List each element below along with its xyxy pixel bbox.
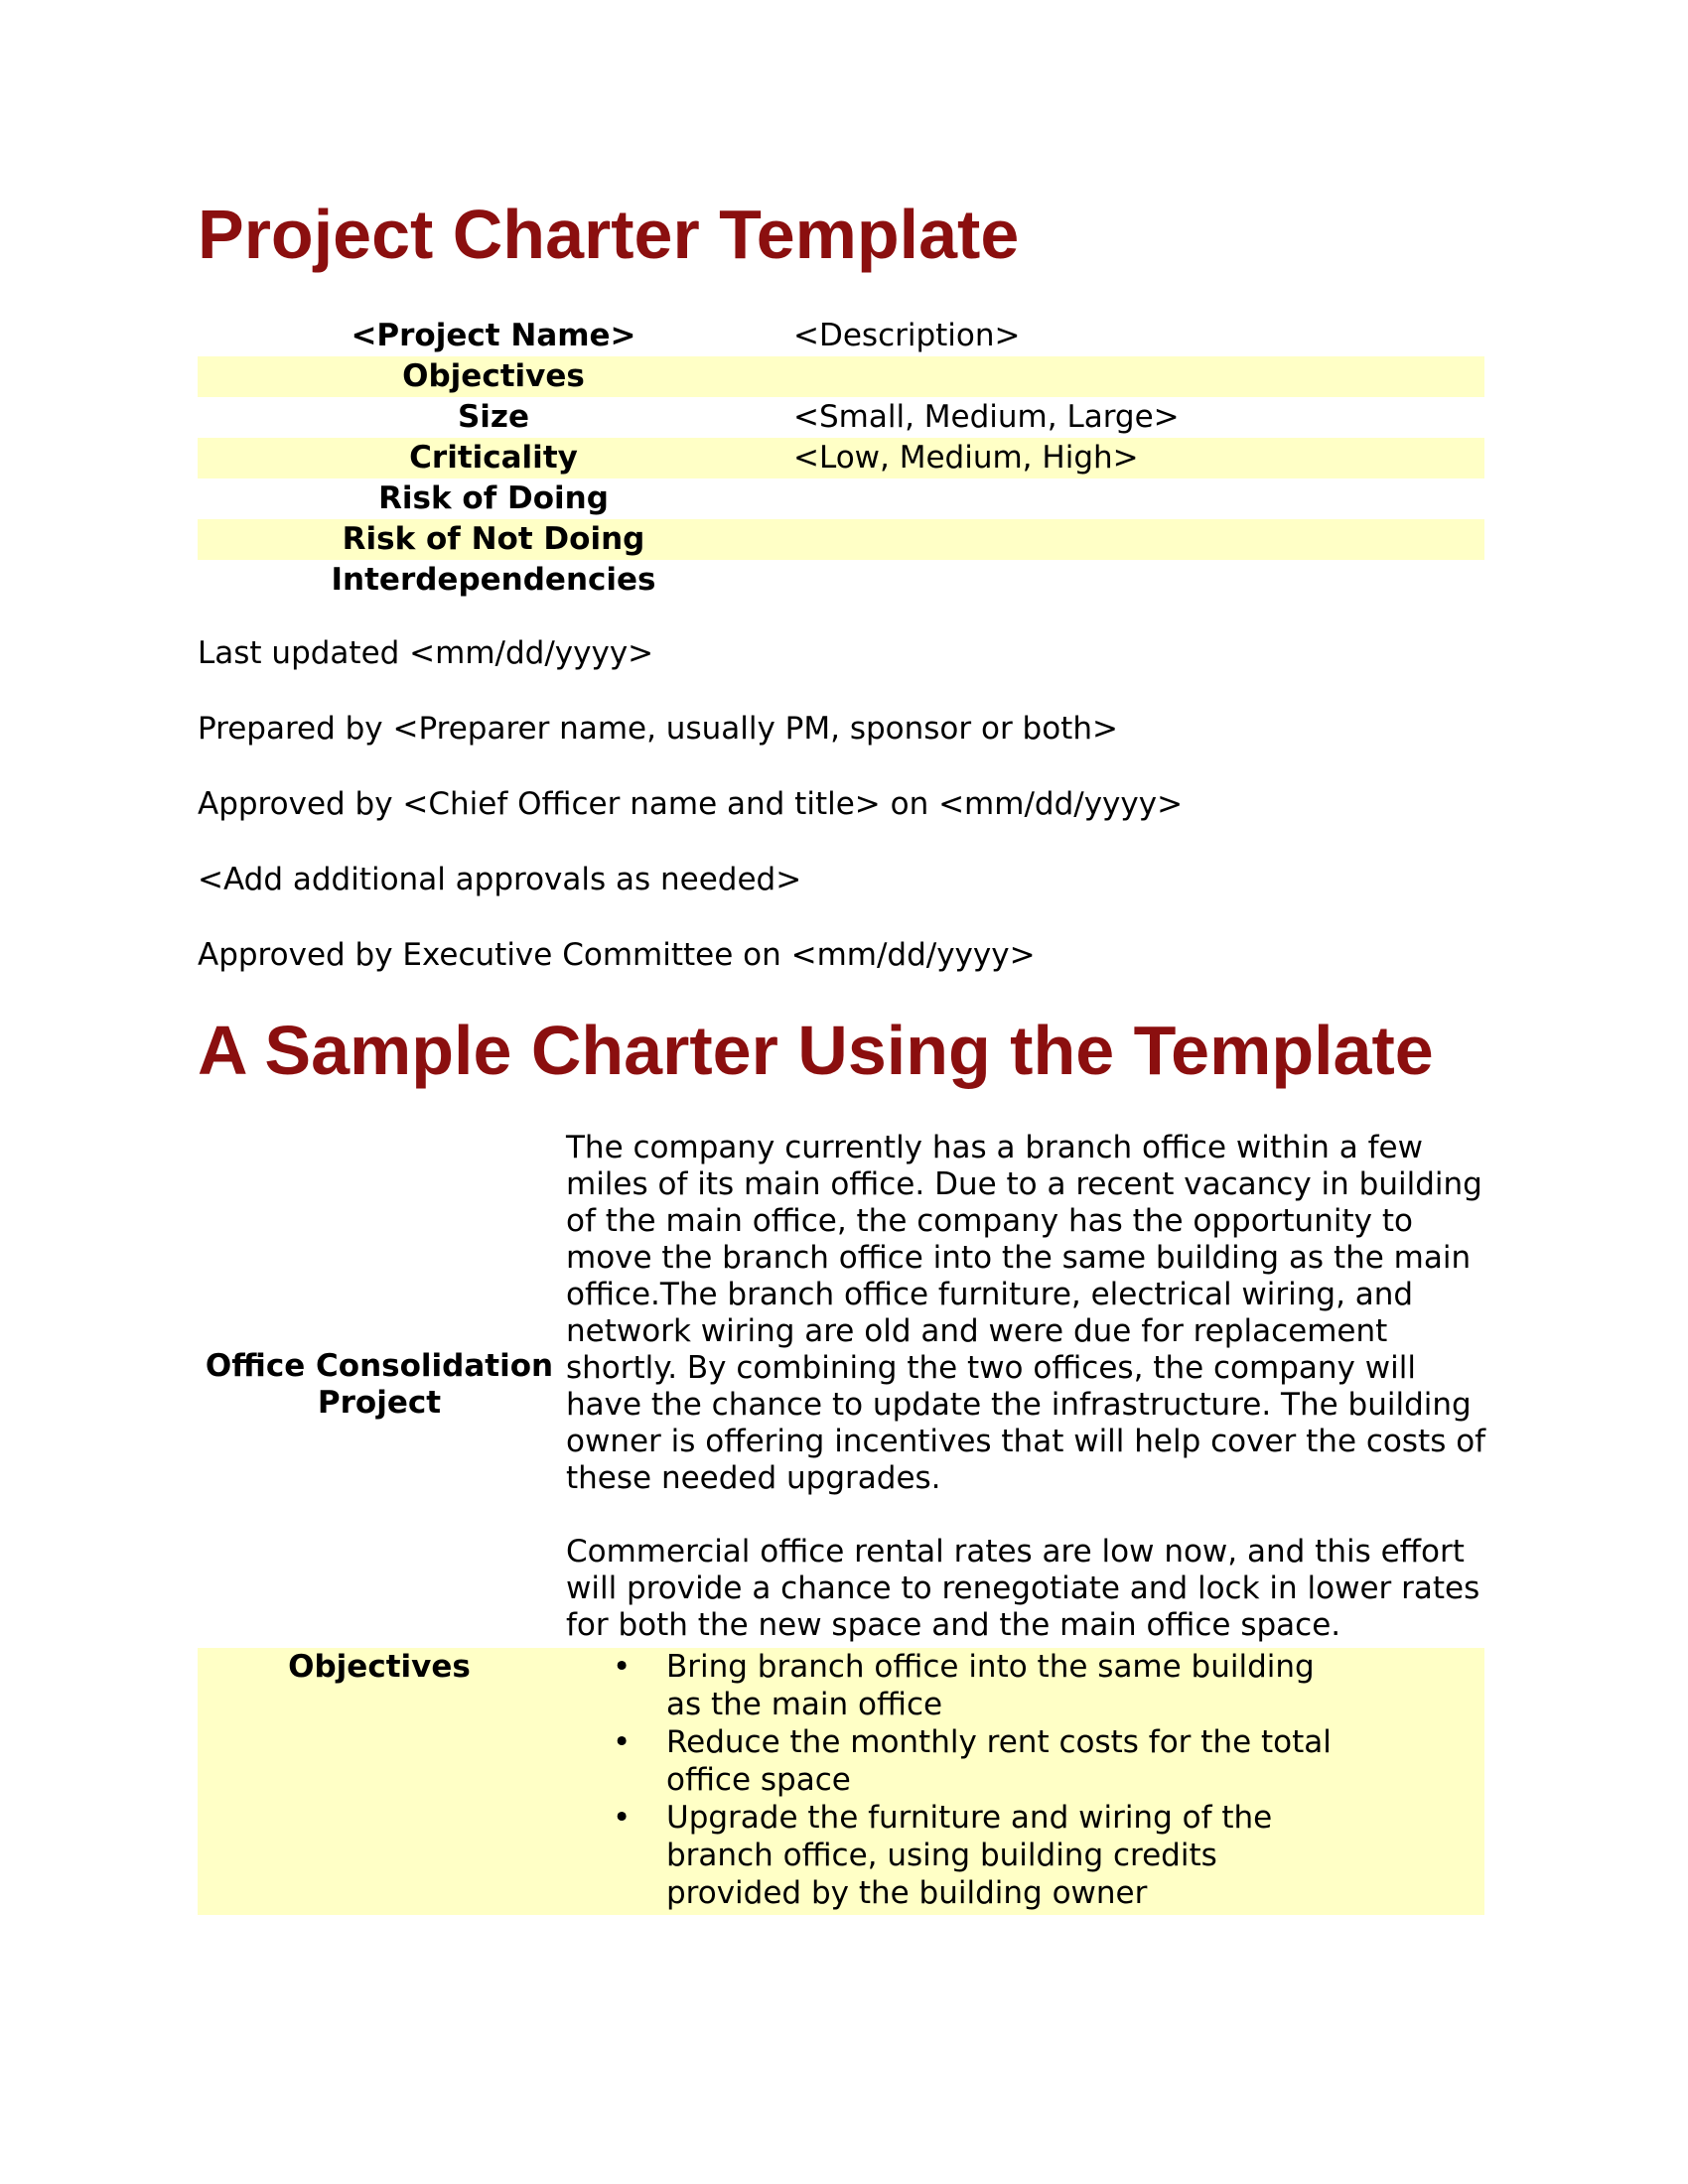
row-value-size: <Small, Medium, Large> [793, 399, 1180, 435]
table-row [198, 519, 1484, 560]
objective-text: Bring branch office into the same building as the main office [666, 1649, 1315, 1722]
row-value-risk-of-doing [789, 478, 1484, 519]
row-label-interdependencies: Interdependencies [331, 562, 656, 598]
row-value-interdependencies [789, 560, 1484, 601]
objectives-label: Objectives [288, 1649, 471, 1685]
table-row [198, 438, 1484, 478]
prepared-by-line: Prepared by <Preparer name, usually PM, sponsor or both> [198, 711, 1118, 747]
description-paragraph: Commercial office rental rates are low now, and this effort will provide a chance to renegotiate and lock in lower rates for both the new space and the main office space. [566, 1534, 1480, 1643]
bullet-icon: • [613, 1724, 632, 1760]
template-table [198, 316, 1484, 601]
objective-text: Upgrade the furniture and wiring of the branch office, using building credits provided by the building owner [666, 1800, 1273, 1911]
approved-by-line: Approved by <Chief Officer name and title> on <mm/dd/yyyy> [198, 786, 1184, 822]
table-row [198, 397, 1484, 438]
objective-text: Reduce the monthly rent costs for the total office space [666, 1724, 1332, 1798]
list-item [613, 1648, 1351, 1723]
sample-title: A Sample Charter Using the Template [198, 1012, 1434, 1089]
row-value-objectives [789, 356, 1484, 397]
list-item [613, 1799, 1351, 1912]
table-row [198, 478, 1484, 519]
sample-description [566, 1130, 1499, 1644]
list-item [613, 1723, 1351, 1799]
bullet-icon: • [613, 1649, 632, 1685]
sample-project-name: Office Consolidation Project [205, 1348, 554, 1421]
row-value-risk-of-not-doing [789, 519, 1484, 560]
row-label-risk-of-doing: Risk of Doing [378, 480, 609, 516]
last-updated-line: Last updated <mm/dd/yyyy> [198, 635, 654, 671]
row-label-risk-of-not-doing: Risk of Not Doing [198, 519, 789, 560]
sample-objectives-row [198, 1648, 1484, 1915]
objectives-list [613, 1648, 1351, 1912]
table-row [198, 356, 1484, 397]
table-row [198, 316, 1484, 356]
row-label-size: Size [457, 399, 530, 435]
row-value-criticality: <Low, Medium, High> [789, 438, 1484, 478]
row-label-criticality: Criticality [198, 438, 789, 478]
description-paragraph: The company currently has a branch office within a few miles of its main office. Due to a recent vacancy in building of the main office, the company has the opportunity to move the branch office into the same building as the main office.The branch office furniture, electrical wiring, and network wiring are old and were due for replacement shortly. By combining the two offices, the company will have the chance to update the infrastructure. The building owner is offering incentives that will help cover the costs of these needed upgrades. [566, 1130, 1486, 1496]
executive-approval-line: Approved by Executive Committee on <mm/dd/yyyy> [198, 937, 1036, 973]
row-label-objectives: Objectives [198, 356, 789, 397]
additional-approvals-line: <Add additional approvals as needed> [198, 862, 802, 897]
row-label-project-name: <Project Name> [351, 318, 636, 353]
template-title: Project Charter Template [198, 196, 1020, 273]
bullet-icon: • [613, 1800, 632, 1836]
row-value-project-name: <Description> [793, 318, 1021, 353]
table-row [198, 560, 1484, 601]
